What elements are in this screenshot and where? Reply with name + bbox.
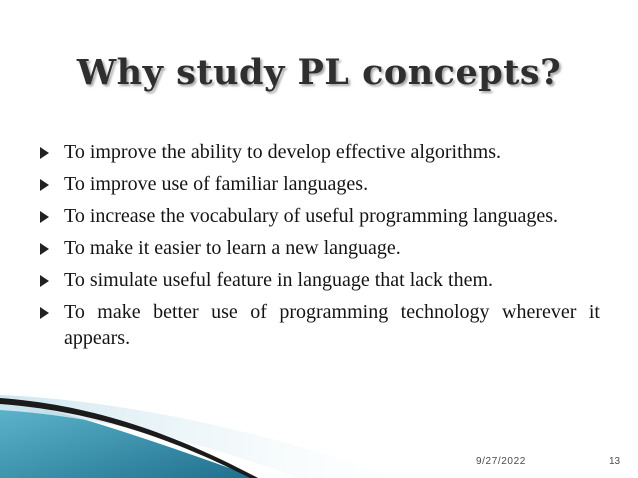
pale-wave: [0, 395, 400, 478]
bullet-text: To make it easier to learn a new language.: [64, 237, 401, 259]
arrow-bullet-icon: [40, 235, 54, 261]
arrow-bullet-icon: [40, 203, 54, 229]
arrow-bullet-icon: [40, 267, 54, 293]
bullet-item: [40, 203, 600, 229]
bullet-item: [40, 171, 600, 197]
bullet-text: To make better use of programming technology wherever it appears.: [64, 301, 600, 349]
slide-title: Why study PL concepts?: [76, 52, 562, 93]
arrow-bullet-icon: [40, 171, 54, 197]
bullet-item: [40, 299, 600, 351]
arrow-bullet-icon: [40, 299, 54, 325]
bullet-text: To increase the vocabulary of useful programming languages.: [64, 205, 558, 227]
bullet-text: To simulate useful feature in language that lack them.: [64, 269, 494, 291]
page-number: 13: [609, 456, 621, 467]
bullet-text: To improve use of familiar languages.: [64, 173, 369, 195]
teal-wave: [0, 400, 258, 478]
dark-stroke: [0, 398, 258, 478]
bullet-item: [40, 267, 600, 293]
bullet-text: To improve the ability to develop effective algorithms.: [64, 141, 502, 163]
bullet-item: [40, 139, 600, 165]
arrow-bullet-icon: [40, 139, 54, 165]
footer-date: 9/27/2022: [476, 456, 526, 467]
bullet-item: [40, 235, 600, 261]
bullet-list: [40, 139, 600, 357]
